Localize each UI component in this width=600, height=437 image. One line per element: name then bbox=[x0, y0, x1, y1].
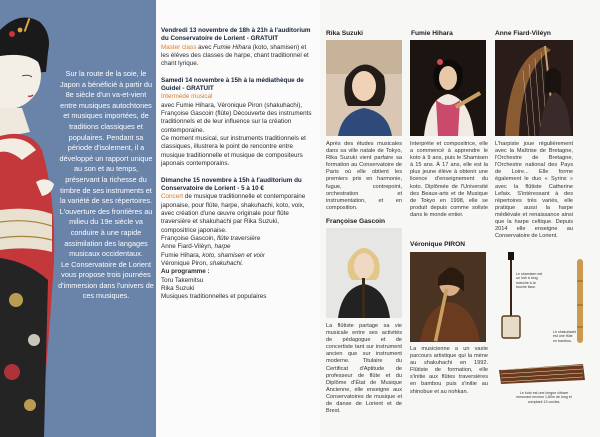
event-friday bbox=[161, 27, 316, 69]
caption-shakuhachi: Le shakuhachi est une flûte en bambou. bbox=[553, 330, 577, 343]
intro-text bbox=[58, 69, 154, 302]
artist-name-francoise: Françoise Gascoin bbox=[326, 218, 385, 225]
event-performer: Fumie Hihara bbox=[213, 43, 251, 51]
performer-credit bbox=[161, 252, 316, 260]
intro-paragraph: Sur la route de la soie, le Japon a bénéficié à partir du 8e siècle d'un va-et-vient entre musiques autochtones et musiques importées, de traditions classiques et populaires. Pendant sa période d'isolement, il a développé un rapport unique au son et au temps, préservant la richesse du timbre de ses instruments et la variété de ses répertoires. L'ouverture des frontières au milieu du 19e siècle va conduire à une rapide assimilation des langages musicaux occidentaux. bbox=[59, 69, 153, 259]
artist-name-veronique: Véronique PIRON bbox=[410, 241, 465, 248]
artist-name-fumie: Fumie Hihara bbox=[411, 30, 453, 37]
performer-role: koto, shamisen et voix bbox=[202, 251, 265, 259]
caption-koto: Le koto est une longue cithare mesurant environ 1,80m de long et comptant 13 cordes. bbox=[516, 391, 572, 404]
event-text: (koto, shamisen) et les élèves des classes de harpe, chant traditionnel et chant lyrique. bbox=[161, 43, 309, 68]
performer-role: harpe bbox=[214, 243, 231, 251]
intro-panel bbox=[0, 0, 156, 437]
event-text: avec bbox=[198, 43, 212, 51]
event-title: Samedi 14 novembre à 15h à la médiathèque de Guidel - GRATUIT bbox=[161, 76, 304, 93]
programme-item: Toru Takemitsu bbox=[161, 276, 204, 284]
artist-bio-veronique: La musicienne a un vaste parcours artistique qui la mène au shakuhachi en 1992. Flûtiste de formation, elle s'initie aux flûtes traversières en bambou puis s'initie au shinobue et au nohkan. bbox=[410, 346, 488, 395]
performer-name: Fumie Hihara, bbox=[161, 251, 201, 259]
photo-francoise-gascoin bbox=[326, 228, 402, 318]
event-subtitle: Intermède musical bbox=[161, 93, 213, 101]
artist-bio-rika: Après des études musicales dans sa ville natale de Tokyo, Rika Suzuki vient parfaire sa formation au Conservatoire de Paris où elle obtient les premiers prix en harmonie, fugue, contrepoint, orchestration et instrumentation, et en composition. bbox=[326, 141, 402, 211]
event-text-2: Ce moment musical, sur instruments traditionnels et classiques, illustrera le point de rencontre entre musique traditionnelle et musique de compositeurs japonais contemporains. bbox=[161, 135, 306, 168]
performer-credit bbox=[161, 243, 316, 251]
photo-veronique-piron bbox=[410, 252, 486, 342]
event-title: Vendredi 13 novembre de 18h à 21h à l'auditorium du Conservatoire de Lorient - GRATUIT bbox=[161, 27, 311, 43]
event-sunday bbox=[161, 177, 316, 302]
programme-label: Au programme : bbox=[161, 268, 210, 276]
shamisen-icon bbox=[497, 252, 525, 344]
programme-item: Musiques traditionnelles et populaires bbox=[161, 293, 267, 301]
performer-role: flûte traversière bbox=[217, 234, 261, 242]
performer-credit bbox=[161, 235, 316, 243]
event-text: de musique traditionnelle et contemporaine japonaise, pour flûte, harpe, shakuhachi, koto, voix, avec création d'une œuvre originale pour flûte traversière et shakuhachi par Rika Suzuki, compositrice japonaise. bbox=[161, 193, 306, 234]
event-subtitle: Master class bbox=[161, 43, 197, 51]
artist-bio-anne: L'harpiste joue régulièrement avec la Maîtrise de Bretagne, l'Orchestre de Bretagne, l'Orchestre national des Pays de Loire... Elle forme également le duo « Syrinx » avec la flûtiste Catherine Lefaix. S'intéressant à des répertoires très variés, elle pratique aussi la harpe médiévale et renaissance ainsi que la harpe celtique. Depuis 2014 elle enseigne au Conservatoire de Lorient. bbox=[495, 141, 573, 240]
performer-credit bbox=[161, 260, 316, 268]
event-text: avec Fumie Hihara, Véronique Piron (shakuhachi), Françoise Gascoin (flûte) Découverte des instruments traditionnels et de leur influence sur la création contemporaine. bbox=[161, 101, 312, 134]
programme-item: Rika Suzuki bbox=[161, 284, 195, 292]
programme bbox=[161, 27, 316, 310]
event-title: Dimanche 15 novembre à 15h à l'auditorium du Conservatoire de Lorient - 5 à 10 € bbox=[161, 176, 302, 192]
photo-rika-suzuki bbox=[326, 40, 402, 136]
photo-anne-fiard-vileyn bbox=[495, 40, 573, 136]
artist-name-anne: Anne Fiard-Viléyn bbox=[495, 30, 551, 37]
performer-name: Anne Fiard-Viléyn, bbox=[161, 243, 213, 251]
caption-shamisen: Le shamisen est un luth à long manche à la touche lisse. bbox=[516, 272, 543, 290]
event-subtitle: Concert bbox=[161, 193, 184, 201]
artist-bio-fumie: Interprète et compositrice, elle a commencé à apprendre le koto à 9 ans, puis le Shamisen à 15 ans. À 17 ans, elle est la plus jeune élève à obtenir une licence d'enseignement du koto. Diplômée de l'Université des Beaux-arts et de Musique de Tokyo en 1998, elle se produit depuis comme soliste dans le monde entier. bbox=[410, 141, 488, 218]
performer-role: shakuhachi. bbox=[209, 259, 244, 267]
artist-bio-francoise: La flûtiste partage sa vie musicale entre ses activités de pédagogue et de concertiste tant sur instrument ancien que sur instrument moderne. Titulaire du Certificat d'Aptitude de professeur de flûte et du Diplôme d'État de Musique Ancienne, elle enseigne aux Conservatoires de musique et de danse de Lorient et de Brest. bbox=[326, 323, 402, 415]
photo-fumie-hihara bbox=[410, 40, 486, 136]
intro-closing: Le Conservatoire de Lorient vous propose trois journées d'immersion dans l'univers de ces musiques. bbox=[58, 259, 154, 301]
performer-name: Véronique Piron, bbox=[161, 259, 208, 267]
koto-icon bbox=[497, 358, 587, 388]
event-saturday bbox=[161, 77, 316, 169]
artist-name-rika: Rika Suzuki bbox=[326, 30, 364, 37]
performer-name: Françoise Gascoin, bbox=[161, 234, 216, 242]
